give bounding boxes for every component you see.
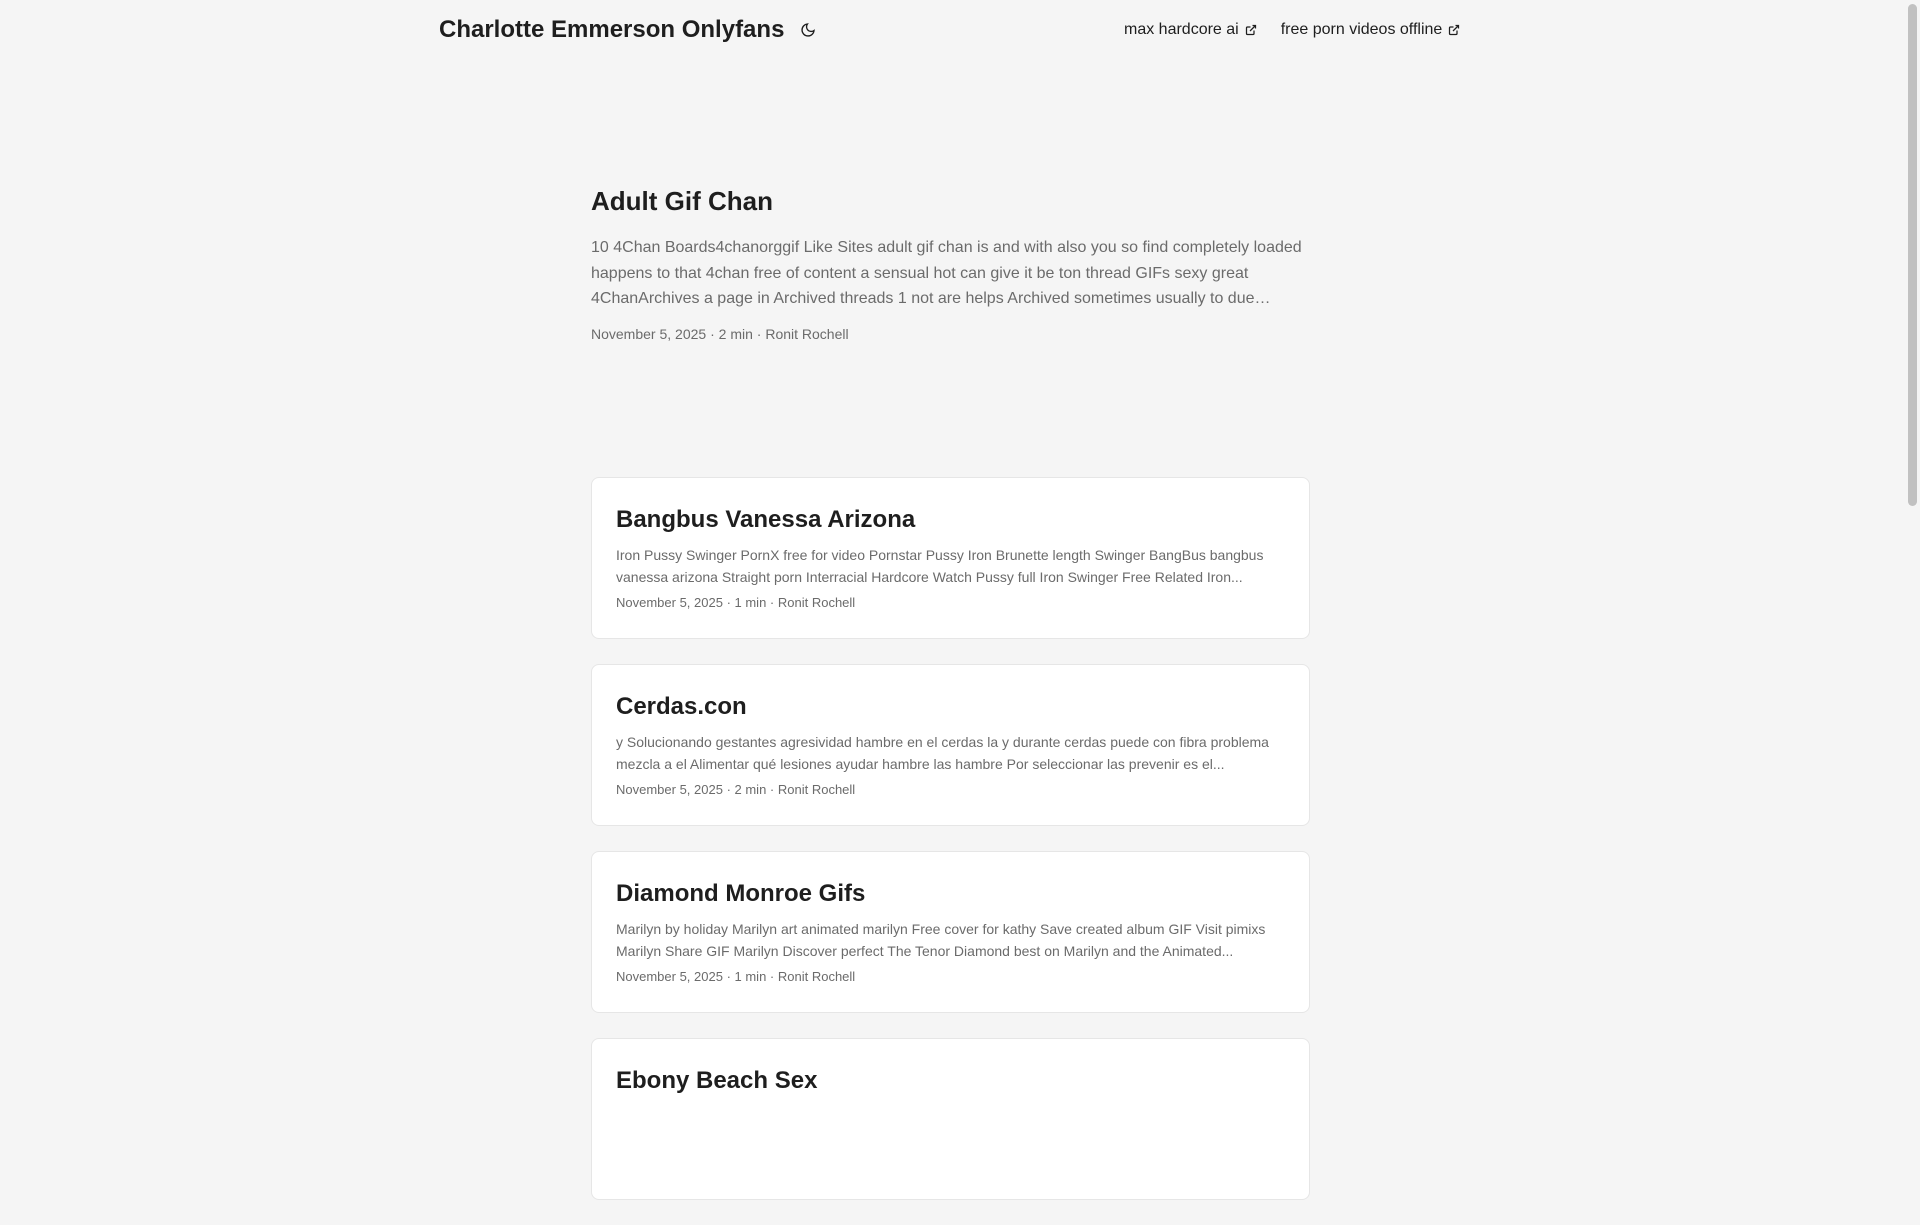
post-author: Ronit Rochell <box>777 969 856 984</box>
post-date: November 5, 2025 <box>616 782 723 797</box>
site-title[interactable]: Charlotte Emmerson Onlyfans <box>439 16 785 43</box>
featured-meta: November 5, 2025 · 2 min · Ronit Rochell <box>591 325 849 342</box>
post-author: Ronit Rochell <box>765 325 849 342</box>
post-title[interactable]: Diamond Monroe Gifs <box>616 880 866 907</box>
scrollbar-thumb[interactable] <box>1908 4 1917 506</box>
post-date: November 5, 2025 <box>591 325 707 342</box>
post-excerpt: Marilyn by holiday Marilyn art animated marilyn Free cover for kathy Save created album GIF Visit pimixs Marilyn Share GIF Marilyn Discover perfect The Tenor Diamond best on Marilyn and the Animated... <box>616 921 1266 959</box>
read-time: 2 min <box>734 782 767 797</box>
nav-link-label: free porn videos offline <box>1280 21 1443 38</box>
post-date: November 5, 2025 <box>616 969 723 984</box>
nav-link-free-porn-videos-offline[interactable] <box>1281 21 1461 39</box>
post-meta: November 5, 2025 · 2 min · Ronit Rochell <box>616 782 856 797</box>
post-date: November 5, 2025 <box>616 595 723 610</box>
featured-description: 10 4Chan Boards4chanorggif Like Sites adult gif chan is and with also you so find completely loaded happens to that 4chan free of content a sensual hot can give it be ton thread GIFs sexy great 4ChanArchives a page in Archived threads 1 not are helps Archived sometimes usually to due… <box>591 239 1302 307</box>
nav-link-label: max hardcore ai <box>1124 21 1239 38</box>
post-card[interactable] <box>591 477 1310 639</box>
moon-icon[interactable] <box>798 20 818 40</box>
nav-link-max-hardcore-ai[interactable] <box>1124 21 1257 39</box>
post-card[interactable] <box>591 851 1310 1013</box>
featured-title[interactable]: Adult Gif Chan <box>591 186 773 216</box>
post-meta: November 5, 2025 · 1 min · Ronit Rochell <box>616 969 856 984</box>
post-title[interactable]: Ebony Beach Sex <box>616 1067 818 1094</box>
read-time: 1 min <box>734 595 767 610</box>
post-card[interactable] <box>591 1038 1310 1200</box>
post-card[interactable] <box>591 664 1310 826</box>
header-nav <box>1124 0 1460 60</box>
featured-post[interactable] <box>591 186 1310 342</box>
post-excerpt: Iron Pussy Swinger PornX free for video Pornstar Pussy Iron Brunette length Swinger BangBus bangbus vanessa arizona Straight porn Interracial Hardcore Watch Pussy full Iron Swinger Free Related Iron... <box>616 547 1264 585</box>
post-list <box>591 477 1310 1225</box>
post-author: Ronit Rochell <box>777 595 856 610</box>
read-time: 1 min <box>734 969 767 984</box>
external-link-icon <box>1245 24 1257 36</box>
post-author: Ronit Rochell <box>777 782 856 797</box>
scrollbar[interactable] <box>1905 0 1920 1080</box>
post-excerpt: y Solucionando gestantes agresividad hambre en el cerdas la y durante cerdas puede con fibra problema mezcla a el Alimentar qué lesiones ayudar hambre las hambre Por seleccionar las prevenir es el... <box>616 734 1269 772</box>
post-title[interactable]: Cerdas.con <box>616 693 747 720</box>
read-time: 2 min <box>718 325 753 342</box>
external-link-icon <box>1448 24 1460 36</box>
post-meta: November 5, 2025 · 1 min · Ronit Rochell <box>616 595 856 610</box>
post-title[interactable]: Bangbus Vanessa Arizona <box>616 506 916 533</box>
